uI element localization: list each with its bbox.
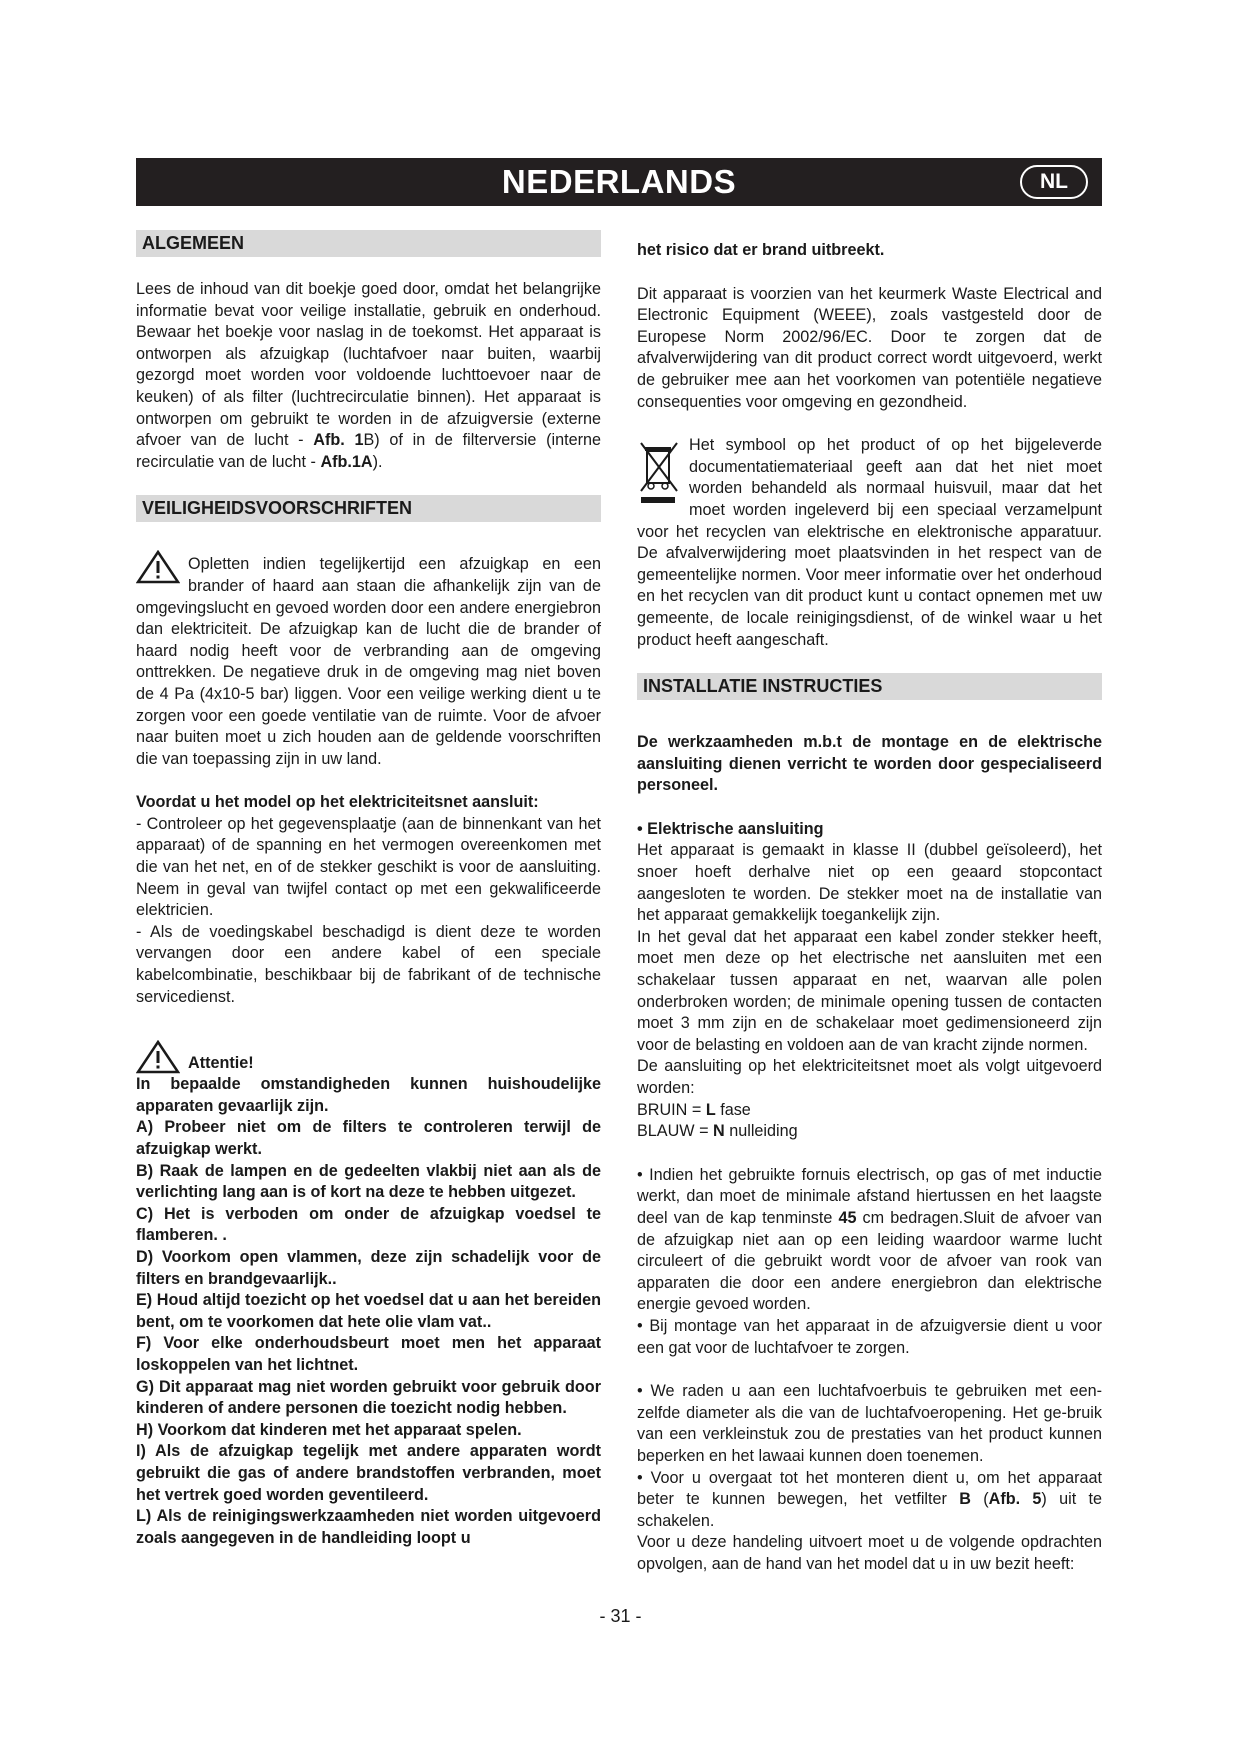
attentie-item: G) Dit apparaat mag niet worden gebruikt voor gebruik door kinderen of andere personen die toezicht nodig hebben. [136,1377,601,1418]
warning-icon [136,550,180,584]
elektrische-paragraph-2: In het geval dat het apparaat een kabel zonder stekker heeft, moet men deze op het electrische net aansluiten met een schakelaar tussen apparaat en net, waarvan alle polen onderbroken worden; de minimale opening tussen de contacten moet 3 mm zijn en de schakelaar moet gedimensioneerd zijn voor de belasting en voldoen aan de van kracht zijnde normen. [637,927,1102,1054]
language-badge: NL [1020,165,1088,199]
attentie-item: E) Houd altijd toezicht op het voedsel dat u aan het bereiden bent, om te voorkomen dat hete olie vlam vat.. [136,1291,601,1331]
elektrische-paragraph-1: Het apparaat is gemaakt in klasse II (dubbel geïsoleerd), het snoer hoeft derhalve niet op een geaard stopcontact aangesloten te worden. De stekker moet na de installatie van het apparaat gemakkelijk toegankelijk zijn. [637,841,1102,925]
section-heading-veiligheid: VEILIGHEIDSVOORSCHRIFTEN [136,495,601,522]
attentie-item: A) Probeer niet om de filters te controleren terwijl de afzuigkap werkt. [136,1118,601,1158]
weee-block [637,435,1102,651]
page-number: - 31 - [599,1606,642,1626]
aansluit-paragraph-2: - Als de voedingskabel beschadigd is dient deze te worden vervangen door een andere kabel of een speciale kabelcombinatie, beschikbaar bij de fabrikant of de technische servicedienst. [136,922,601,1006]
page-title: NEDERLANDS [501,163,737,200]
crossed-bin-icon [637,441,681,505]
wire-brown: BRUIN = L fase [637,1100,751,1119]
weee-paragraph: Dit apparaat is voorzien van het keurmerk Waste Electrical and Electronic Equipment (WEEE), zoals vastgesteld door de Europese Norm 2002/96/EC. Door te zorgen dat de afvalverwijdering van dit product correct wordt uitgevoerd, werkt de gebruiker mee aan het voorkomen van potentiële negatieve consequenties voor omgeving en gezondheid. [637,284,1102,411]
language-banner [136,158,1102,206]
installatie-note: De werkzaamheden m.b.t de montage en de elektrische aansluiting dienen verricht te worden door gespecialiseerd personeel. [637,733,1102,795]
attentie-item: H) Voorkom dat kinderen met het apparaat spelen. [136,1420,522,1439]
section-heading-algemeen: ALGEMEEN [136,230,601,257]
wire-blue: BLAUW = N nulleiding [637,1122,798,1141]
warning-icon [136,1040,180,1074]
elektrische-aansluiting-heading: • Elektrische aansluiting [637,819,824,838]
aansluit-paragraph-1: - Controleer op het gegevensplaatje (aan de binnenkant van het apparaat) of de spanning en het vermogen overeenkomen met die van het net, en of de stekker geschikt is voor de aansluiting. Neem in geval van twijfel contact op met een gekwalificeerde elektricien. [136,814,601,920]
section-heading-installatie: INSTALLATIE INSTRUCTIES [637,673,1102,700]
attentie-item: L) Als de reinigingswerkzaamheden niet worden uitgevoerd zoals aangegeven in de handleiding loopt u [136,1507,601,1547]
aansluit-heading: Voordat u het model op het elektriciteitsnet aansluit: [136,793,539,812]
attentie-item: C) Het is verboden om onder de afzuigkap voedsel te flamberen. . [136,1204,601,1245]
continued-text: het risico dat er brand uitbreekt. [637,241,885,259]
attentie-intro: In bepaalde omstandigheden kunnen huishoudelijke apparaten gevaarlijk zijn. [136,1075,601,1115]
vetfilter-paragraph: • Voor u overgaat tot het monteren dient u, om het apparaat beter te kunnen bewegen, het vetfilter B (Afb. 5) uit te schakelen. [637,1468,1103,1530]
montage-paragraph: • Bij montage van het apparaat in de afzuigversie dient u voor een gat voor de luchtafvoer te zorgen. [637,1316,1102,1357]
attentie-label: Attentie! [188,1053,254,1072]
veiligheid-paragraph: Opletten indien tegelijkertijd een afzuigkap en een brander of haard aan staan die afhankelijk zijn van de omgevingslucht en gevoed worden door een andere energiebron dan elektriciteit. De afzuigkap kan de lucht die de brander of haard nodig heeft voor de verbranding aan de omgeving onttrekken. De negatieve druk in de omgeving mag niet boven de 4 Pa (4x10-5 bar) liggen. Voor een veilige werking dient u te zorgen voor een goede ventilatie van de ruimte. Voor de afvoer naar buiten moet u zich houden aan de geldende voorschriften die van toepassing zijn in uw land. [136,554,601,770]
handeling-paragraph: Voor u deze handeling uitvoert moet u de volgende opdrachten opvolgen, aan de hand van het model dat u in uw bezit heeft: [637,1533,1102,1573]
algemeen-paragraph: Lees de inhoud van dit boekje goed door, omdat het belangrijke informatie bevat voor veilige installatie, gebruik en onderhoud. Bewaar het boekje voor naslag in de toekomst. Het apparaat is ontworpen als afzuigkap (luchtafvoer naar buiten, waarbij gezorgd moet worden voor voldoende luchttoevoer naar de keuken) of als filter (luchtrecirculatie binnen). Het apparaat is ontworpen om gebruikt te worden in de afzuigversie (externe afvoer van de lucht - Afb. 1B) of in de filterversie (interne recirculatie van de lucht - Afb.1A). [136,280,601,471]
attentie-item: B) Raak de lampen en de gedeelten vlakbij niet aan als de verlichting lang aan is of kort na deze te hebben uitgezet. [136,1161,601,1202]
elektrische-paragraph-3: De aansluiting op het elektriciteitsnet moet als volgt uitgevoerd worden: [637,1057,1102,1097]
fornuis-paragraph: • Indien het gebruikte fornuis electrisch, op gas of met inductie werkt, dan moet de minimale afstand hiertussen en het laagste deel van de kap tenminste 45 cm bedragen.Sluit de afvoer van de afzuigkap niet aan op een leiding waardoor warme lucht circuleert of die gebruikt wordt voor de afvoer van rook van apparaten die door een andere energiebron dan elektrische energie gevoed worden. [637,1165,1102,1314]
attentie-item: I) Als de afzuigkap tegelijk met andere apparaten wordt gebruikt die gas of andere brandstoffen verbranden, moet het vertrek goed worden geventileerd. [136,1442,601,1504]
attentie-item: F) Voor elke onderhoudsbeurt moet men het apparaat loskoppelen van het lichtnet. [136,1334,601,1374]
left-column [136,230,601,1549]
buis-paragraph: • We raden u aan een luchtafvoerbuis te gebruiken met een-zelfde diameter als die van de luchtafvoeropening. Het ge-bruik van een verkleinstuk zou de prestaties van het product kunnen beperken en het lawaai kunnen doen toenemen. [637,1382,1102,1465]
attentie-item: D) Voorkom open vlammen, deze zijn schadelijk voor de filters en brandgevaarlijk.. [136,1247,601,1288]
weee-symbol-paragraph: Het symbool op het product of op het bijgeleverde documentatiemateriaal geeft aan dat het niet moet worden behandeld als normaal huisvuil, maar dat het moet worden ingeleverd bij een speciaal verzamelpunt voor het recyclen van elektrische en elektronische apparatuur. De afvalverwijdering moet plaatsvinden in het respect van de gemeentelijke normen. Voor meer informatie over het onderhoud en het recyclen van dit product kunt u contact opnemen met uw gemeente, de locale reinigingsdienst, of de winkel waar u het product heeft aangeschaft. [637,436,1102,649]
attentie-header [136,1040,601,1074]
right-column [637,240,1102,1575]
